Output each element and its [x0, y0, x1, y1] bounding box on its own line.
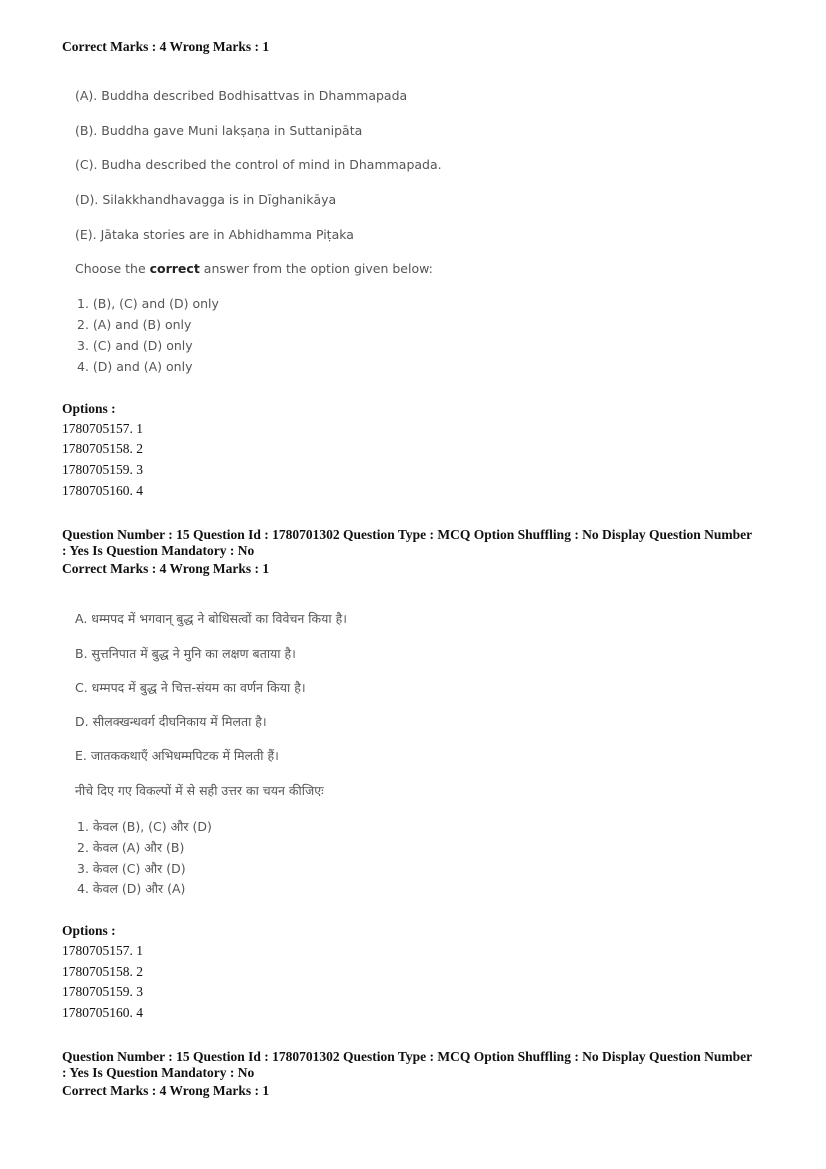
- marks-line: Correct Marks : 4 Wrong Marks : 1: [62, 1083, 270, 1098]
- instruction: [75, 261, 433, 276]
- choice-4: 4. (D) and (A) only: [77, 359, 193, 374]
- option-2: 1780705158. 2: [62, 964, 143, 979]
- statement-e: (E). Jātaka stories are in Abhidhamma Piṭaka: [75, 227, 354, 242]
- question-header-line2: : Yes Is Question Mandatory : No: [62, 543, 255, 558]
- option-3: 1780705159. 3: [62, 462, 143, 477]
- instruction-text: Choose the: [75, 261, 150, 276]
- option-3: 1780705159. 3: [62, 984, 143, 999]
- statement-c: C. धम्मपद में बुद्ध ने चित्त-संयम का वर्णन किया है।: [75, 680, 306, 695]
- question-header-line1: Question Number : 15 Question Id : 1780701302 Question Type : MCQ Option Shuffling : No Display Question Number: [62, 527, 753, 542]
- instruction-emphasis: correct: [149, 261, 200, 276]
- options-label: Options :: [62, 923, 116, 938]
- statement-a: A. धम्मपद में भगवान् बुद्ध ने बोधिसत्वों का विवेचन किया है।: [75, 611, 347, 626]
- statement-c: (C). Budha described the control of mind in Dhammapada.: [75, 157, 442, 172]
- statement-a: (A). Buddha described Bodhisattvas in Dhammapada: [75, 88, 408, 103]
- choice-4: 4. केवल (D) और (A): [77, 881, 186, 896]
- option-2: 1780705158. 2: [62, 441, 143, 456]
- marks-line: Correct Marks : 4 Wrong Marks : 1: [62, 39, 270, 54]
- statement-b: (B). Buddha gave Muni lakṣaṇa in Suttanipāta: [75, 123, 363, 138]
- choice-1: 1. केवल (B), (C) और (D): [77, 819, 212, 834]
- choice-2: 2. (A) and (B) only: [77, 317, 192, 332]
- option-4: 1780705160. 4: [62, 483, 143, 498]
- option-1: 1780705157. 1: [62, 421, 143, 436]
- question-header-line1: Question Number : 15 Question Id : 1780701302 Question Type : MCQ Option Shuffling : No Display Question Number: [62, 1049, 753, 1064]
- question-image-english: [75, 88, 775, 378]
- statement-d: D. सीलक्खन्धवर्ग दीघनिकाय में मिलता है।: [75, 714, 267, 729]
- choice-2: 2. केवल (A) और (B): [77, 840, 185, 855]
- statement-b: B. सुत्तनिपात में बुद्ध ने मुनि का लक्षण बताया है।: [75, 646, 296, 661]
- marks-line: Correct Marks : 4 Wrong Marks : 1: [62, 561, 270, 576]
- instruction-text-end: answer from the option given below:: [199, 261, 433, 276]
- choice-3: 3. केवल (C) और (D): [77, 861, 186, 876]
- option-1: 1780705157. 1: [62, 943, 143, 958]
- instruction: नीचे दिए गए विकल्पों में से सही उत्तर का चयन कीजिएः: [75, 783, 324, 798]
- question-image-hindi: [75, 610, 775, 900]
- option-4: 1780705160. 4: [62, 1005, 143, 1020]
- options-label: Options :: [62, 401, 116, 416]
- question-header-line2: : Yes Is Question Mandatory : No: [62, 1065, 255, 1080]
- choice-3: 3. (C) and (D) only: [77, 338, 193, 353]
- statement-e: E. जातककथाएँ अभिधम्मपिटक में मिलती हैं।: [75, 748, 279, 763]
- statement-d: (D). Silakkhandhavagga is in Dīghanikāya: [75, 192, 337, 207]
- choice-1: 1. (B), (C) and (D) only: [77, 296, 219, 311]
